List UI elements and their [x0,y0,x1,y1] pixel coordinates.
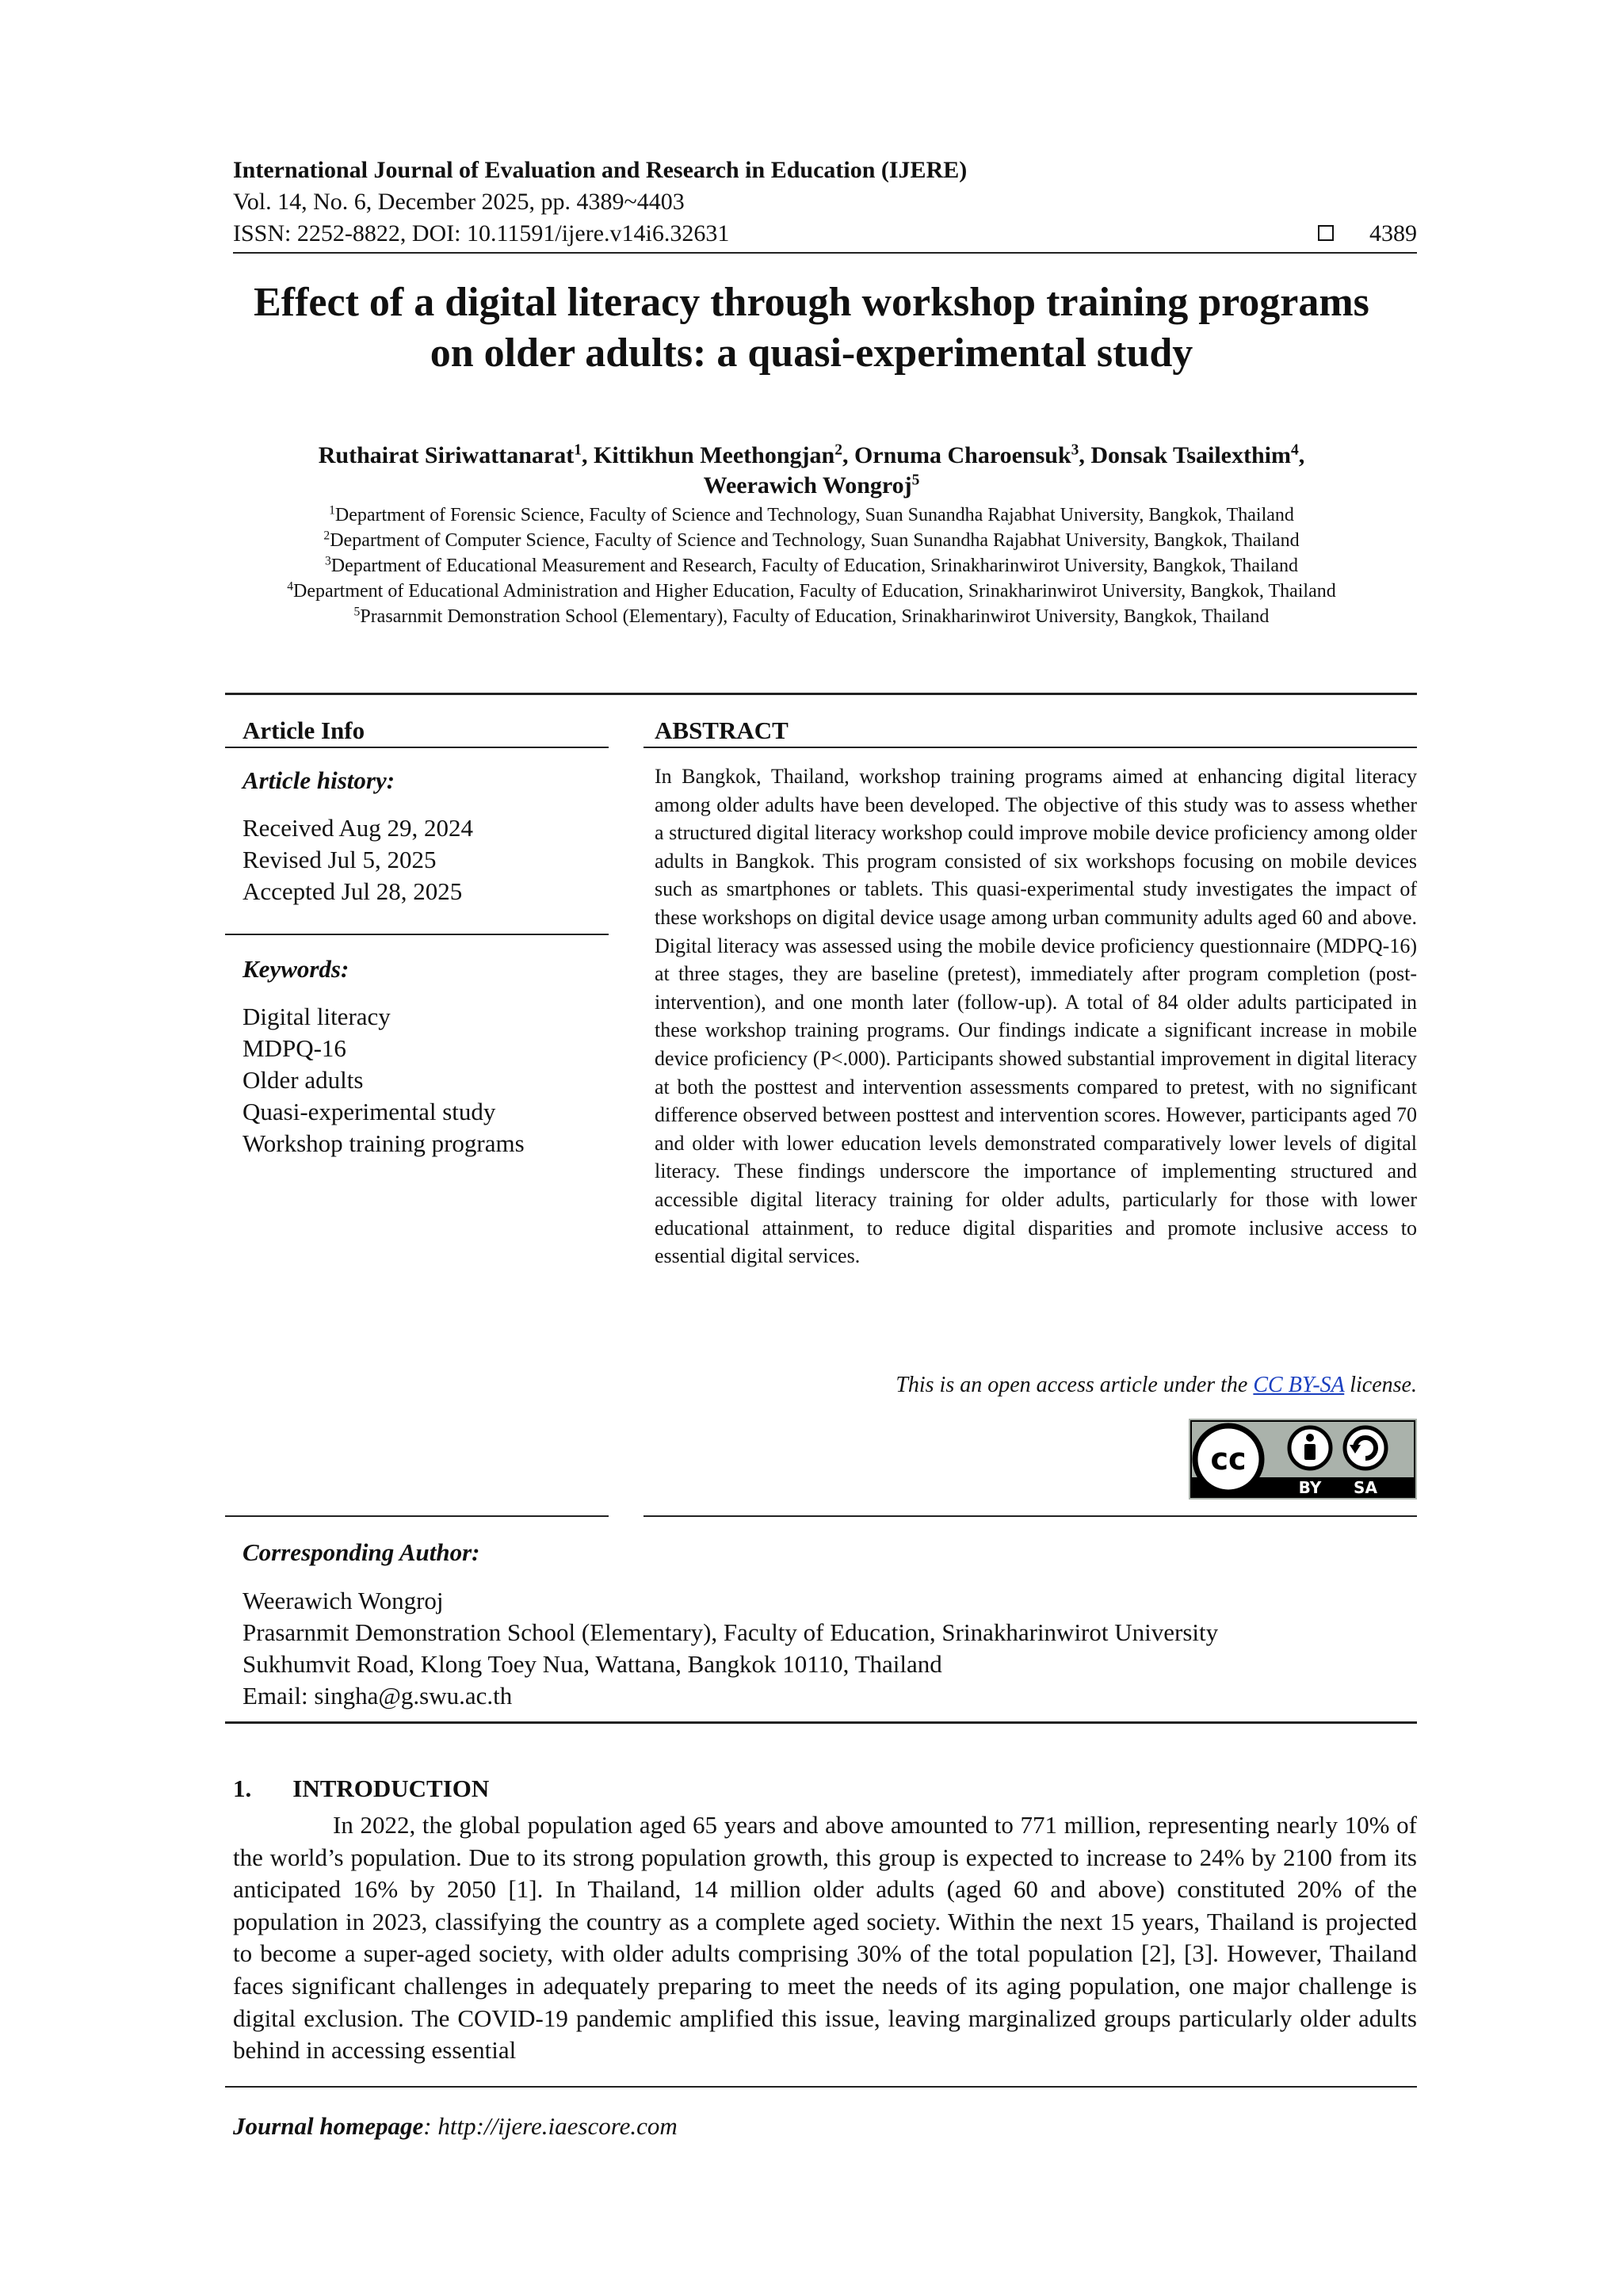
author-separator: , [842,442,854,468]
introduction-heading [233,1774,489,1804]
affiliation [158,604,1465,629]
author-separator: , [1298,442,1305,468]
homepage-label: Journal homepage [233,2112,424,2140]
abstract-rule [643,747,1417,748]
cc-by-sa-link[interactable]: CC BY-SA [1253,1373,1345,1397]
affiliation-sup: 2 [323,529,330,543]
affiliation-text: Department of Computer Science, Faculty of Science and Technology, Suan Sunandha Rajabhat University, Bangkok, Thailand [330,530,1300,551]
section-number: 1. [233,1775,252,1802]
keyword: Older adults [242,1066,364,1094]
author-sup: 2 [834,441,842,459]
keywords-heading: Keywords: [242,955,349,983]
author-sup: 1 [574,441,582,459]
author-sup: 4 [1290,441,1299,459]
author-list [158,441,1465,501]
affiliation-sup: 5 [353,605,361,619]
paper-title [158,277,1465,379]
keyword: Digital literacy [242,1003,391,1030]
abstract-heading: ABSTRACT [655,716,789,744]
section-title: INTRODUCTION [292,1775,490,1802]
author-name: Ruthairat Siriwattanarat [318,442,575,468]
introduction-body [233,1809,1417,2067]
abstract-bottom-rule [643,1515,1417,1517]
homepage-url[interactable]: : http://ijere.iaescore.com [423,2112,678,2140]
author-name: Donsak Tsailexthim [1090,442,1291,468]
revised-date: Revised Jul 5, 2025 [242,846,437,873]
license-text: This is an open access article under the [896,1373,1254,1397]
author-name: Ornuma Charoensuk [854,442,1071,468]
affiliation-sup: 1 [329,503,335,518]
by-label: BY [1298,1478,1322,1497]
introduction-paragraph: In 2022, the global population aged 65 years and above amounted to 771 million, representing nearly 10% of the world’s population. Due to its strong population growth, this group is expected to increase to 24% by 2100 from its anticipated 16% by 2050 [1]. In Thailand, 14 million older adults (aged 60 and above) constituted 20% of the population in 2023, classifying the country as a complete aged society. Within the next 15 years, Thailand is projected to become a super-aged society, with older adults comprising 30% of the total population [2], [3]. However, Thailand faces significant challenges in adequately preparing to meet the needs of its aging population, one major challenge is digital exclusion. The COVID-19 pandemic amplified this issue, leaving marginalized groups particularly older adults behind in accessing essential [233,1811,1417,2065]
header-rule [233,252,1417,254]
title-line-2: on older adults: a quasi-experimental study [430,330,1193,376]
open-access-note [896,1371,1417,1400]
affiliation-sup: 4 [287,579,294,594]
accepted-date: Accepted Jul 28, 2025 [242,877,463,905]
abstract-text: In Bangkok, Thailand, workshop training programs aimed at enhancing digital literacy among older adults have been developed. The objective of this study was to assess whether a structured digital literacy workshop could improve mobile device proficiency among older adults in Bangkok. This program consisted of six workshops focusing on mobile devices such as smartphones or tablets. This quasi-experimental study investigates the impact of these workshops on digital device usage among urban community adults aged 60 and above. Digital literacy was assessed using the mobile device proficiency questionnaire (MDPQ-16) at three stages, they are baseline (pretest), immediately after program completion (post-intervention), and one month later (follow-up). A total of 84 older adults participated in these workshop training programs. Our findings indicate a significant increase in mobile device proficiency (P<.000). Participants showed substantial improvement in digital literacy at both the posttest and intervention assessments compared to pretest, with no significant difference observed between posttest and intervention scores. However, participants aged 70 and older with lower education levels demonstrated comparatively lower levels of digital literacy. These findings underscore the importance of implementing structured and accessible digital literacy training for older adults, particularly for those with lower educational attainment, to reduce digital disparities and promote inclusive access to essential digital services. [655,765,1417,1268]
keyword: Quasi-experimental study [242,1098,496,1125]
affiliation-text: Department of Educational Measurement and Research, Faculty of Education, Srinakharinwirot University, Bangkok, Thailand [330,556,1299,576]
box-top-rule [225,693,1417,695]
author-separator: , [581,442,594,468]
corresponding-name: Weerawich Wongroj [242,1587,444,1614]
affiliation [158,579,1465,604]
author-name: Weerawich Wongroj [703,472,912,499]
affiliation [158,553,1465,579]
corresponding-author-details [242,1585,1218,1712]
affiliation-list [158,502,1465,629]
article-info-bottom-rule [225,1515,609,1517]
footer-rule [225,2086,1417,2088]
keyword: Workshop training programs [242,1129,525,1157]
cc-label: cc [1210,1442,1247,1477]
author-sup: 3 [1071,441,1079,459]
history-rule [225,934,609,935]
article-info-rule [225,747,609,748]
affiliation-text: Department of Educational Administration and Higher Education, Faculty of Education, Srinakharinwirot University, Bangkok, Thailand [293,581,1336,602]
affiliation-text: Prasarnmit Demonstration School (Elementary), Faculty of Education, Srinakharinwirot University, Bangkok, Thailand [360,606,1270,627]
corresponding-email: Email: singha@g.swu.ac.th [242,1682,513,1710]
affiliation-text: Department of Forensic Science, Faculty of Science and Technology, Suan Sunandha Rajabhat University, Bangkok, Thailand [334,505,1294,525]
keyword: MDPQ-16 [242,1034,346,1062]
affiliation-sup: 3 [324,554,331,568]
article-history-list [242,812,473,907]
corresponding-affiliation: Prasarnmit Demonstration School (Elementary), Faculty of Education, Srinakharinwirot University [242,1618,1219,1646]
keywords-list [242,1001,525,1159]
affiliation [158,528,1465,553]
author-separator: , [1079,442,1091,468]
box-bottom-rule [225,1721,1417,1724]
page-number: 4389 [1369,220,1417,246]
license-text-end: license. [1344,1373,1417,1397]
corresponding-address: Sukhumvit Road, Klong Toey Nua, Wattana, Bangkok 10110, Thailand [242,1650,942,1678]
title-line-1: Effect of a digital literacy through workshop training programs [254,280,1369,325]
article-history-heading: Article history: [242,766,395,794]
journal-name: International Journal of Evaluation and Research in Education (IJERE) [233,157,968,183]
received-date: Received Aug 29, 2024 [242,814,474,842]
sa-label: SA [1354,1478,1377,1497]
corresponding-author-heading: Corresponding Author: [242,1538,480,1566]
issn-doi: ISSN: 2252-8822, DOI: 10.11591/ijere.v14i6.32631 [233,220,730,246]
volume-info: Vol. 14, No. 6, December 2025, pp. 4389~4403 [233,189,685,215]
author-sup: 5 [911,472,920,489]
journal-homepage [233,2111,678,2141]
square-bullet-icon [1318,225,1334,241]
article-info-heading: Article Info [242,716,365,744]
affiliation [158,502,1465,528]
cc-by-sa-badge-icon [1189,1419,1417,1499]
author-name: Kittikhun Meethongjan [593,442,835,468]
